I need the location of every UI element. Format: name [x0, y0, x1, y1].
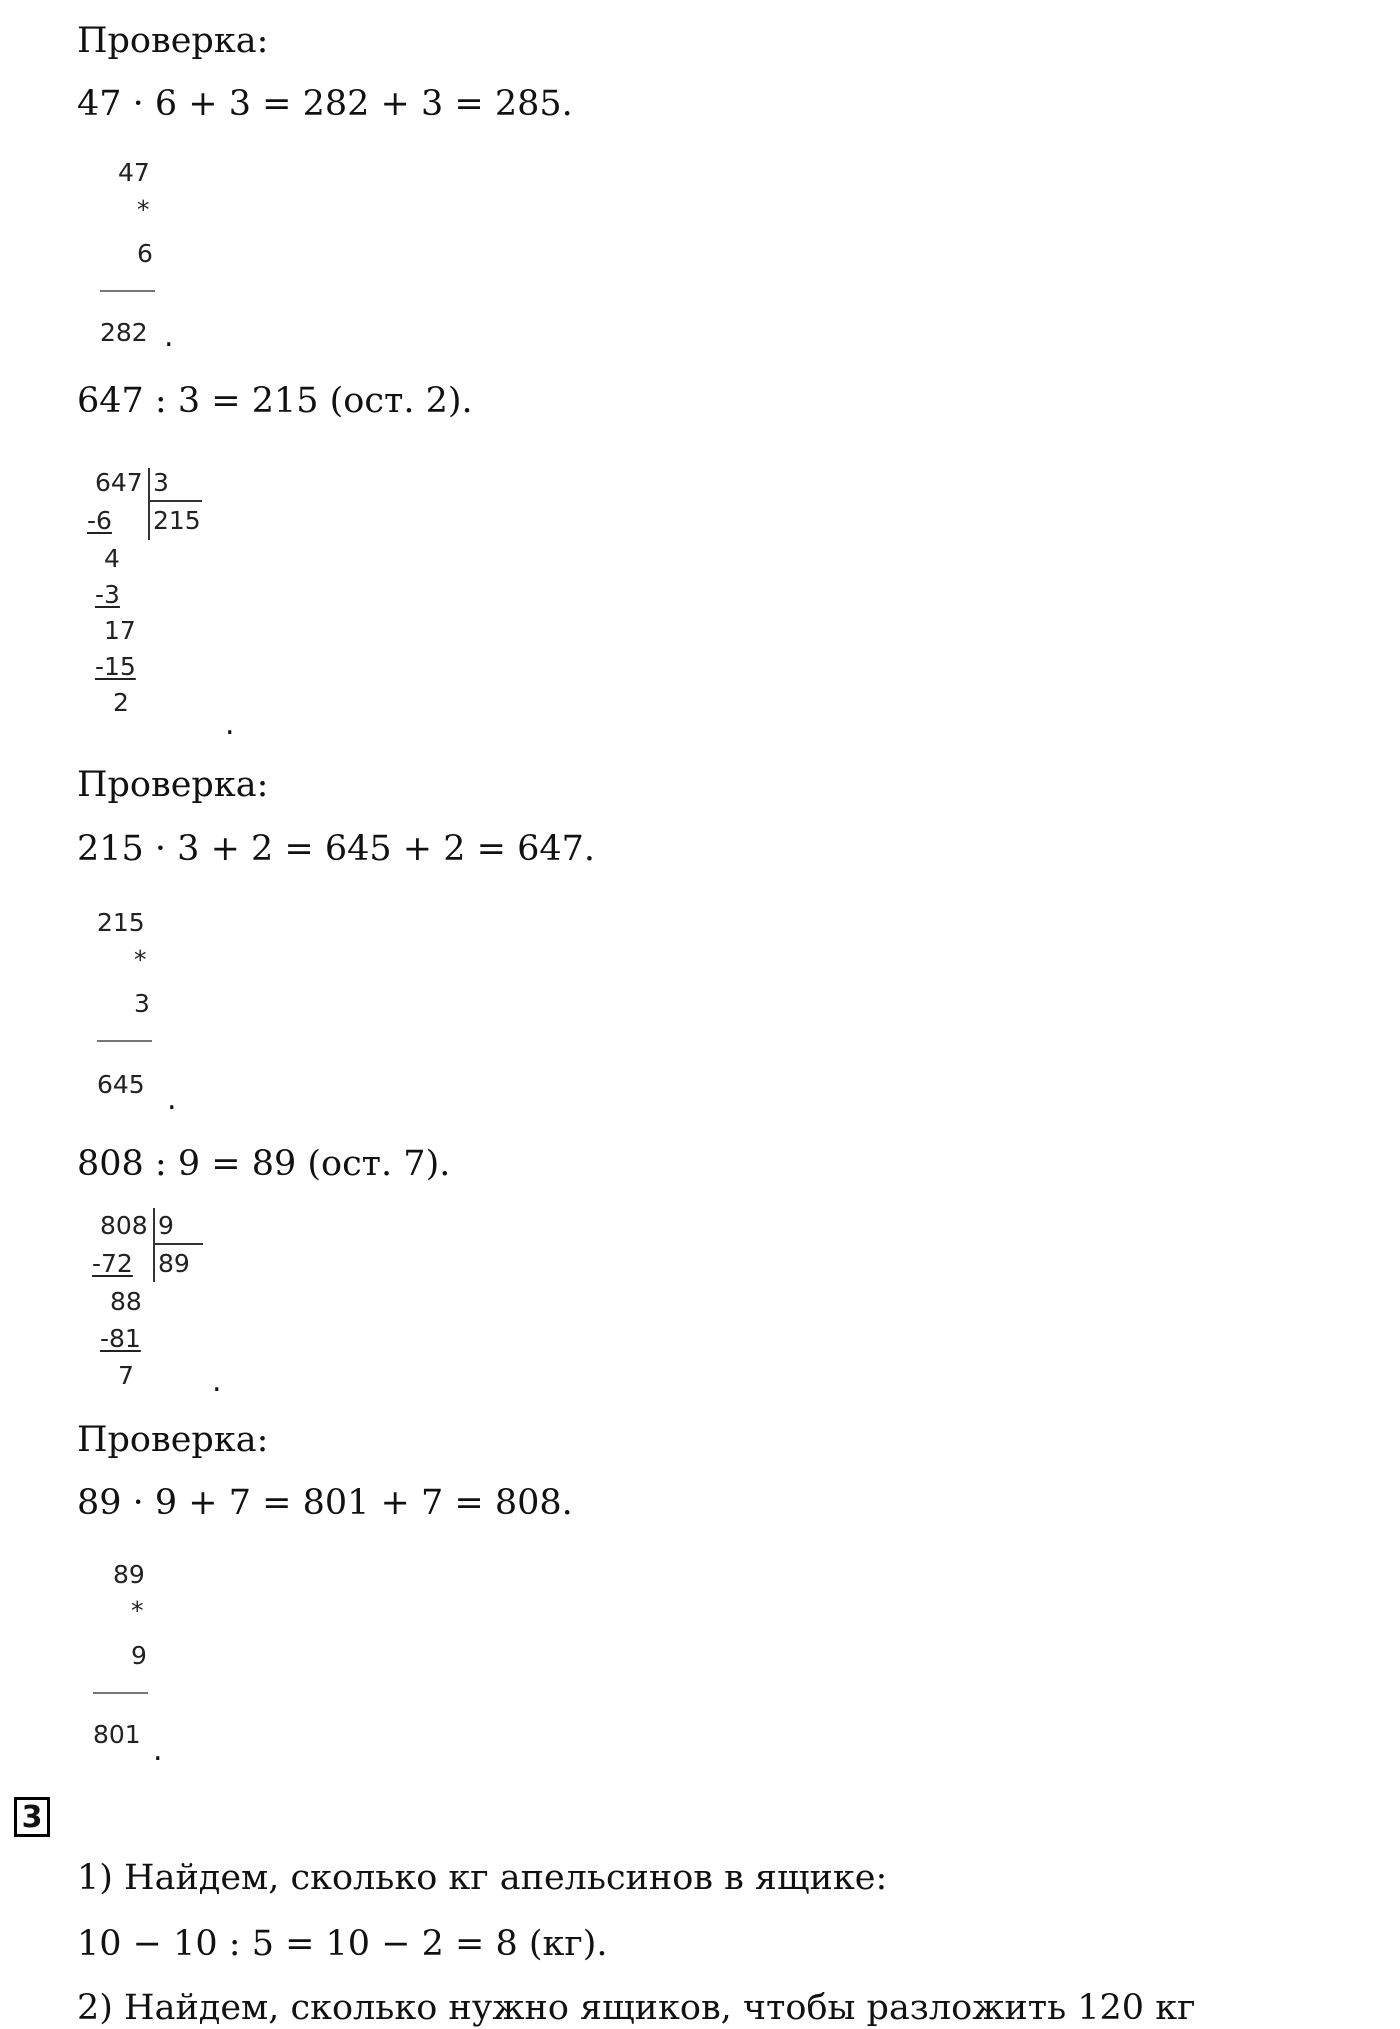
division-equation: 808 : 9 = 89 (ост. 7). — [77, 1144, 451, 1184]
divisor: 3 — [153, 468, 169, 497]
check-equation: 215 · 3 + 2 = 645 + 2 = 647. — [77, 829, 596, 869]
period: . — [167, 1082, 177, 1117]
quotient-line — [155, 1243, 203, 1245]
quotient-line — [150, 500, 202, 502]
check-equation: 47 · 6 + 3 = 282 + 3 = 285. — [77, 84, 573, 124]
mult-operator: * — [137, 195, 150, 224]
solution-step: 2) Найдем, сколько нужно ящиков, чтобы разложить 120 кг — [77, 1988, 1196, 2028]
mult-operand-b: 3 — [134, 989, 150, 1018]
divisor: 9 — [158, 1211, 174, 1240]
division-step: 17 — [104, 616, 136, 645]
mult-result: 801 — [93, 1720, 141, 1749]
mult-operand-a: 89 — [113, 1560, 145, 1589]
mult-operand-b: 6 — [137, 239, 153, 268]
check-label: Проверка: — [77, 765, 269, 805]
division-step: -72 — [92, 1249, 133, 1278]
check-equation: 89 · 9 + 7 = 801 + 7 = 808. — [77, 1483, 573, 1523]
quotient: 215 — [153, 506, 201, 535]
division-step: -15 — [95, 652, 136, 681]
mult-operand-a: 47 — [118, 158, 150, 187]
mult-rule — [93, 1692, 148, 1694]
mult-operator: * — [131, 1596, 144, 1625]
mult-operand-b: 9 — [131, 1641, 147, 1670]
division-equation: 647 : 3 = 215 (ост. 2). — [77, 381, 473, 421]
period: . — [212, 1364, 222, 1399]
mult-rule — [100, 290, 155, 292]
mult-rule — [97, 1040, 152, 1042]
quotient: 89 — [158, 1249, 190, 1278]
check-label: Проверка: — [77, 1420, 269, 1460]
division-step: -81 — [100, 1324, 141, 1353]
division-step: 4 — [104, 544, 120, 573]
mult-operand-a: 215 — [97, 908, 145, 937]
division-bar — [153, 1208, 155, 1282]
period: . — [153, 1733, 163, 1768]
solution-equation: 10 − 10 : 5 = 10 − 2 = 8 (кг). — [77, 1924, 608, 1964]
dividend: 647 — [95, 468, 143, 497]
remainder: 7 — [118, 1361, 134, 1390]
division-step: -3 — [95, 580, 120, 609]
period: . — [225, 707, 235, 742]
mult-operator: * — [134, 945, 147, 974]
check-label: Проверка: — [77, 21, 269, 61]
division-step: -6 — [87, 506, 112, 535]
division-bar — [148, 468, 150, 540]
period: . — [164, 319, 174, 354]
remainder: 2 — [113, 688, 129, 717]
division-step: 88 — [110, 1287, 142, 1316]
mult-result: 645 — [97, 1070, 145, 1099]
mult-result: 282 — [100, 318, 148, 347]
dividend: 808 — [100, 1211, 148, 1240]
solution-step: 1) Найдем, сколько кг апельсинов в ящике: — [77, 1858, 888, 1898]
task-number-badge: 3 — [14, 1797, 50, 1837]
